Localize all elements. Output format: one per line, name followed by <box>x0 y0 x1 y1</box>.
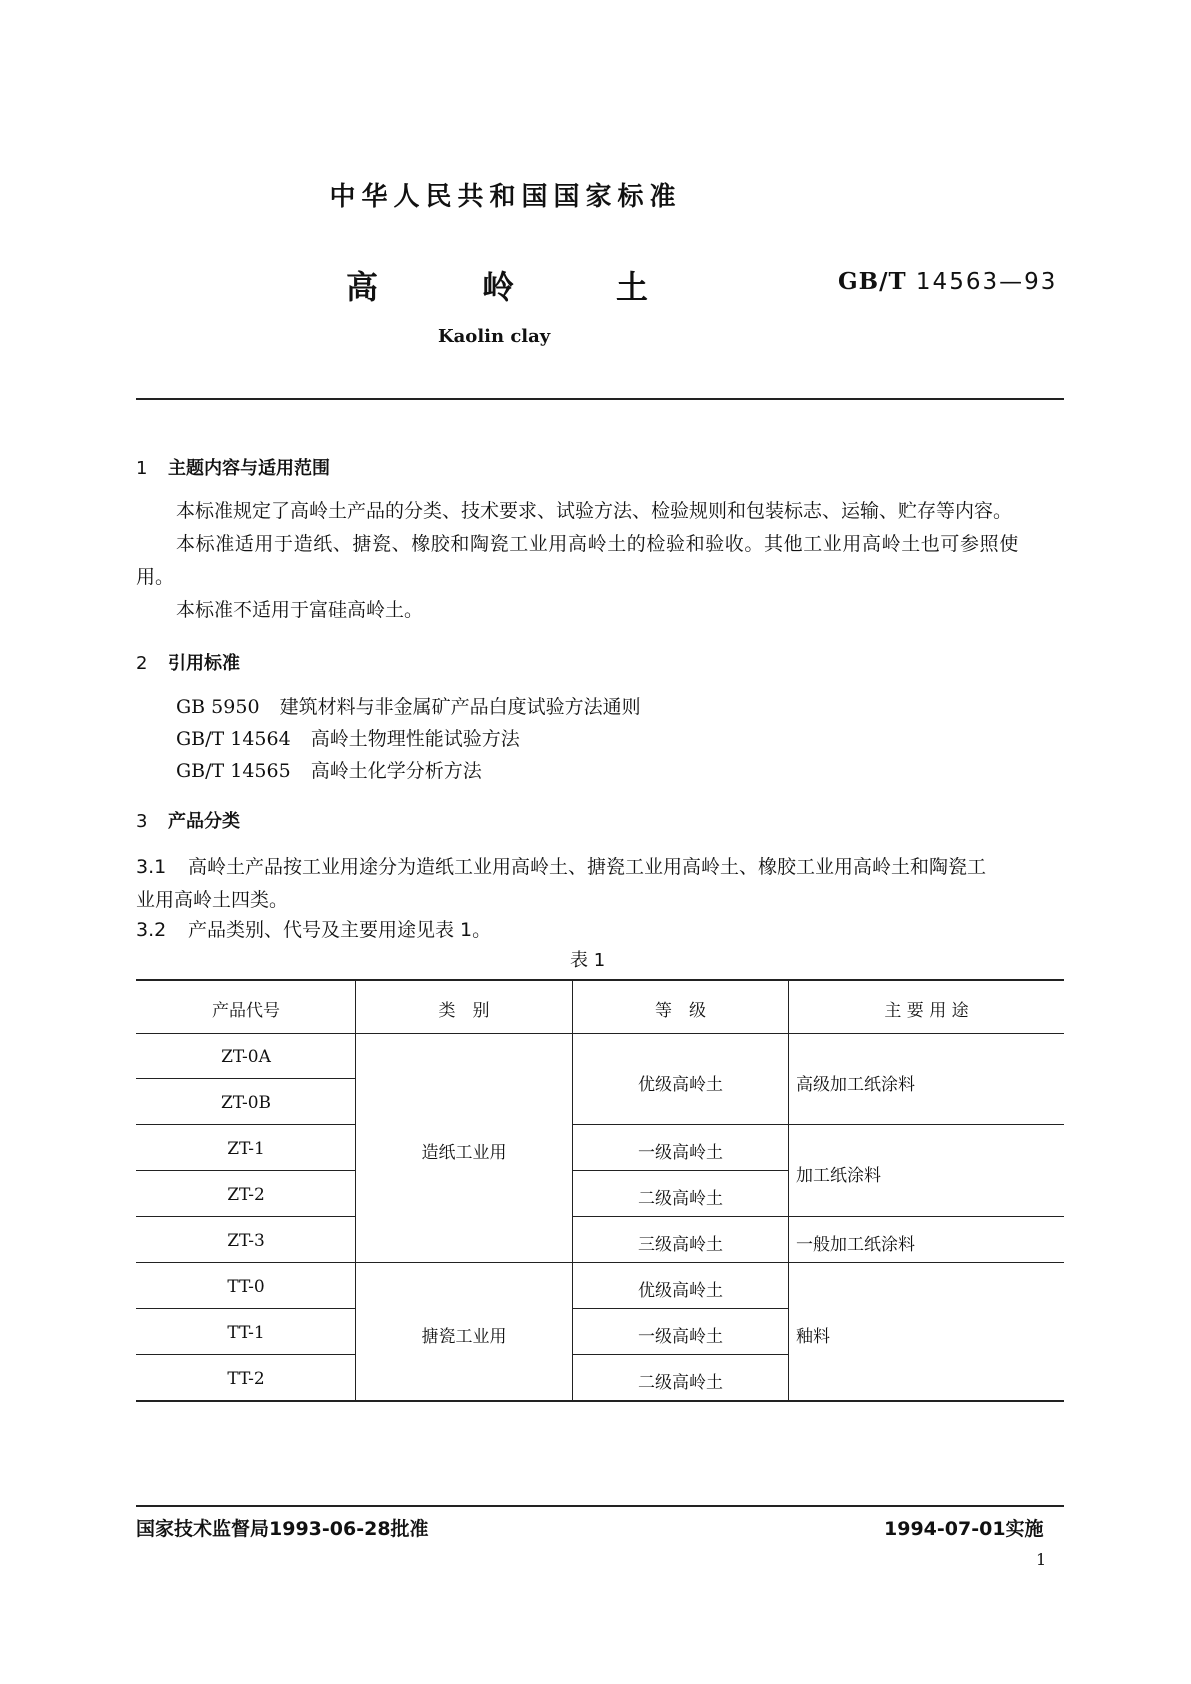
row-rule <box>136 1354 356 1355</box>
ref-code: GB 5950 <box>176 696 260 718</box>
section-1-number: 1 <box>136 458 148 479</box>
code-cell: TT-2 <box>227 1369 265 1389</box>
grade-cell: 二级高岭土 <box>638 1373 723 1393</box>
title-char-2: 岭 <box>482 268 515 306</box>
use-cell: 一般加工纸涂料 <box>796 1235 915 1255</box>
code-cell: ZT-0A <box>221 1047 271 1067</box>
grade-cell: 一级高岭土 <box>638 1327 723 1347</box>
col-rule <box>788 980 789 1401</box>
code-cell: ZT-0B <box>220 1093 271 1113</box>
footer-divider <box>136 1505 1064 1507</box>
header-category: 类 别 <box>438 1001 490 1021</box>
clause-3-2-number: 3.2 <box>136 919 167 941</box>
section-3-number: 3 <box>136 811 148 832</box>
use-cell: 釉料 <box>796 1327 830 1347</box>
row-rule <box>136 1216 356 1217</box>
section-2-number: 2 <box>136 653 148 674</box>
table-header-rule <box>136 1033 1064 1034</box>
standard-code-number: 14563—93 <box>915 269 1058 295</box>
category-cell: 造纸工业用 <box>421 1143 507 1163</box>
grade-cell: 一级高岭土 <box>638 1143 723 1163</box>
table-top-rule <box>136 979 1064 981</box>
ref-title: 高岭土化学分析方法 <box>310 760 482 782</box>
clause-3-1-cont: 业用高岭土四类。 <box>136 889 289 911</box>
code-cell: ZT-1 <box>227 1139 265 1159</box>
group-rule <box>136 1262 1064 1263</box>
row-rule <box>572 1170 788 1171</box>
section-1-title: 主题内容与适用范围 <box>168 458 330 479</box>
clause-3-2-text: 产品类别、代号及主要用途见表 1。 <box>188 919 492 941</box>
code-cell: ZT-2 <box>227 1185 265 1205</box>
code-cell: TT-1 <box>227 1323 265 1343</box>
standard-code-prefix: GB/T <box>838 268 907 295</box>
ref-title: 高岭土物理性能试验方法 <box>310 728 520 750</box>
grade-cell: 优级高岭土 <box>638 1075 723 1095</box>
approval-line: 国家技术监督局1993-06-28批准 <box>136 1518 429 1540</box>
category-cell: 搪瓷工业用 <box>421 1327 507 1347</box>
code-cell: ZT-3 <box>227 1231 265 1251</box>
use-cell: 加工纸涂料 <box>796 1166 881 1186</box>
section-1-para-3: 本标准不适用于富硅高岭土。 <box>176 599 424 621</box>
row-rule <box>572 1216 1064 1217</box>
grade-cell: 三级高岭土 <box>638 1235 723 1255</box>
row-rule <box>572 1354 788 1355</box>
title-char-3: 土 <box>616 268 649 306</box>
row-rule <box>136 1078 356 1079</box>
section-2-title: 引用标准 <box>168 653 240 674</box>
grade-cell: 二级高岭土 <box>638 1189 723 1209</box>
ref-code: GB/T 14564 <box>176 728 291 750</box>
row-rule <box>136 1124 356 1125</box>
table-caption: 表 1 <box>570 950 606 971</box>
row-rule <box>136 1308 356 1309</box>
code-cell: TT-0 <box>227 1277 265 1297</box>
section-1-para-1: 本标准规定了高岭土产品的分类、技术要求、试验方法、检验规则和包装标志、运输、贮存等内容。 <box>176 500 1013 522</box>
section-1-para-2-cont: 用。 <box>136 566 175 588</box>
grade-cell: 优级高岭土 <box>638 1281 723 1301</box>
row-rule <box>572 1124 1064 1125</box>
clause-3-1-number: 3.1 <box>136 856 167 878</box>
table-bottom-rule <box>136 1400 1064 1402</box>
clause-3-1-text: 高岭土产品按工业用途分为造纸工业用高岭土、搪瓷工业用高岭土、橡胶工业用高岭土和陶瓷工 <box>188 856 987 878</box>
section-1-para-2: 本标准适用于造纸、搪瓷、橡胶和陶瓷工业用高岭土的检验和验收。其他工业用高岭土也可参照使 <box>176 533 1019 555</box>
row-rule <box>572 1308 788 1309</box>
ref-code: GB/T 14565 <box>176 760 291 782</box>
national-standard-text: 中华人民共和国国家标准 <box>329 182 682 212</box>
use-cell: 高级加工纸涂料 <box>796 1075 915 1095</box>
page-number: 1 <box>1036 1550 1047 1569</box>
header-product-code: 产品代号 <box>212 1001 280 1021</box>
section-3-title: 产品分类 <box>168 811 240 832</box>
header-grade: 等 级 <box>655 1001 706 1021</box>
effective-date: 1994-07-01实施 <box>884 1518 1044 1540</box>
row-rule <box>136 1170 356 1171</box>
header-main-use: 主 要 用 途 <box>884 1001 969 1021</box>
title-char-1: 高 <box>346 268 379 306</box>
english-title: Kaolin clay <box>438 326 551 347</box>
ref-title: 建筑材料与非金属矿产品白度试验方法通则 <box>279 696 641 718</box>
